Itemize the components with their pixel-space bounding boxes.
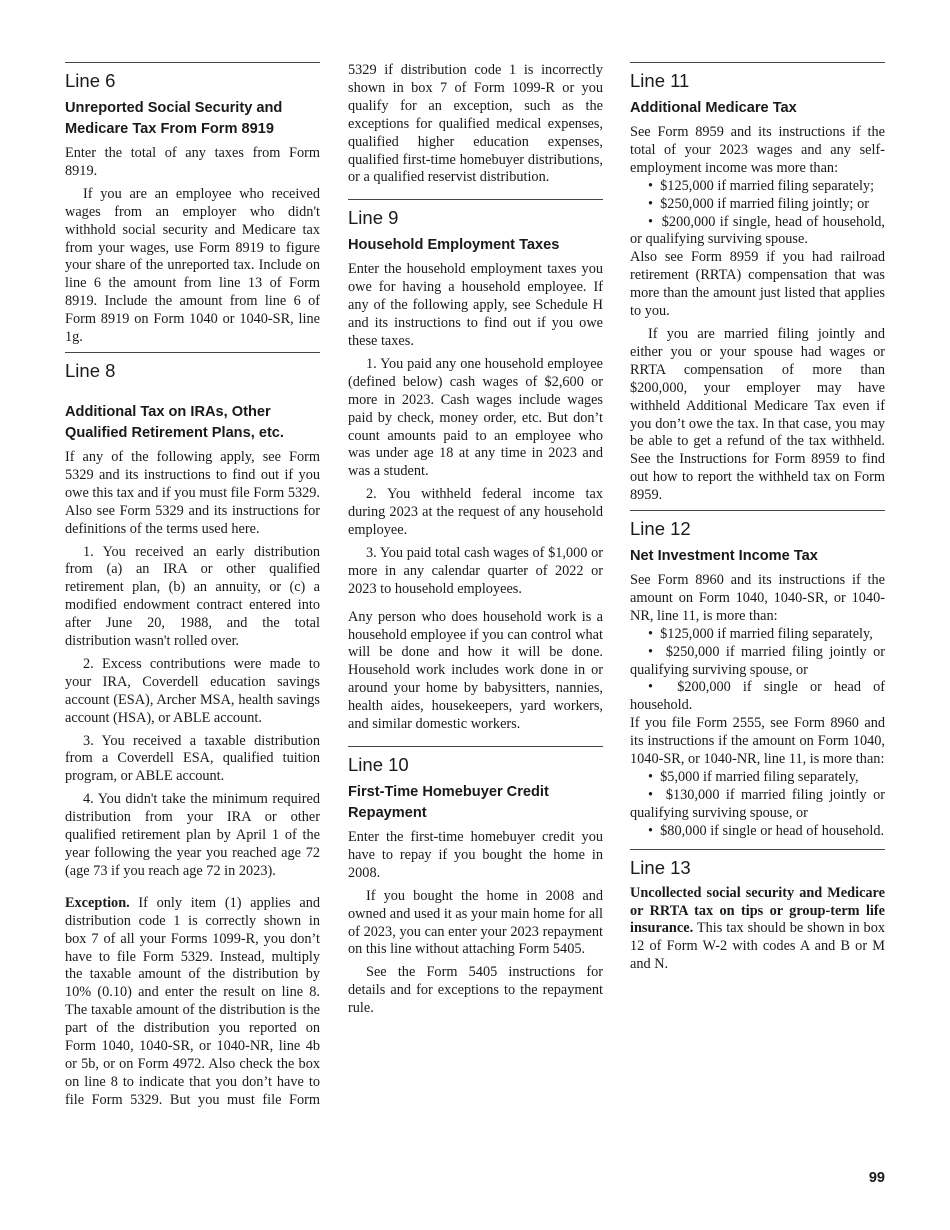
- section-divider: [630, 849, 885, 850]
- line-11-bullet: • $250,000 if married filing jointly; or: [630, 196, 885, 214]
- line-8-list-item: 2. Excess contributions were made to your IRA, Coverdell education savings account (ESA), Archer MSA, health savings account (HSA), or ABLE account.: [65, 655, 320, 726]
- line-13-text: This tax should be shown in box 12 of Form W-2 with codes A and B or M and N.: [630, 920, 885, 973]
- line-9-list-item: 2. You withheld federal income tax during 2023 at the request of any household employee.: [348, 486, 603, 539]
- column-3: [630, 62, 885, 979]
- line-12-heading: Line 12: [630, 518, 691, 540]
- line-11-subheading: Additional Medicare Tax: [630, 100, 797, 116]
- line-11-paragraph: Also see Form 8959 if you had railroad retirement (RRTA) compensation that was more than the amount just listed that applies to you.: [630, 249, 885, 320]
- line-10-heading: Line 10: [348, 754, 409, 775]
- line-8-list-item: 4. You didn't take the minimum required distribution from your IRA or other qualified retirement plan by April 1 of the year following the year you reached age 72 (age 73 if you reach age 72 in 2023).: [65, 791, 320, 879]
- line-12-bullet: • $5,000 if married filing separately,: [630, 769, 885, 787]
- line-11-paragraph: See Form 8959 and its instructions if the total of your 2023 wages and any self-employment income was more than:: [630, 124, 885, 176]
- line-6-paragraph: Enter the total of any taxes from Form 8919.: [65, 145, 320, 179]
- line-12-bullet: • $250,000 if married filing jointly or qualifying surviving spouse, or: [630, 644, 885, 680]
- section-divider: [630, 62, 885, 63]
- line-12-bullet: • $130,000 if married filing jointly or qualifying surviving spouse, or: [630, 787, 885, 823]
- line-9-paragraph: Any person who does household work is a household employee if you can control what will be done and how it will be done. Household work includes work done in or around your home by babysitters, nannies, health aides, housekeepers, yard workers, and similar domestic workers.: [348, 608, 603, 733]
- line-6-subheading: Unreported Social Security and Medicare Tax From Form 8919: [65, 100, 283, 137]
- line-10-paragraph: Enter the first-time homebuyer credit you have to repay if you bought the home in 2008.: [348, 829, 603, 881]
- line-11-bullet: • $200,000 if single, head of household, or qualifying surviving spouse.: [630, 214, 885, 250]
- line-8-heading: Line 8: [65, 359, 116, 381]
- line-12-paragraph: If you file Form 2555, see Form 8960 and its instructions if the amount on Form 1040, 1040-SR, or 1040-NR, line 11, is more than:: [630, 715, 885, 768]
- line-10-paragraph: See the Form 5405 instructions for details and for exceptions to the repayment rule.: [348, 964, 603, 1017]
- section-divider: [65, 62, 320, 63]
- line-13-bold-lead: Uncollected social security and Medicare or RRTA tax on tips or group-term life insurance.: [630, 884, 885, 937]
- line-8-subheading: Additional Tax on IRAs, Other Qualified Retirement Plans, etc.: [65, 403, 284, 441]
- line-11-paragraph: If you are married filing jointly and either you or your spouse had wages or RRTA compensation of more than $200,000, your employer may have withheld Additional Medicare Tax even if you don’t owe the tax. In that case, you may be able to get a refund of the tax withheld. See the Instructions for Form 8959 to find out how to report the withheld tax on Form 8959.: [630, 325, 885, 504]
- line-11-bullet: • $125,000 if married filing separately;: [630, 178, 885, 196]
- line-12-bullet: • $200,000 if single or head of household.: [630, 679, 885, 715]
- line-9-subheading: Household Employment Taxes: [348, 237, 560, 254]
- line-12-subheading: Net Investment Income Tax: [630, 548, 818, 565]
- line-9-list-item: 3. You paid total cash wages of $1,000 or more in any calendar quarter of 2022 or 2023 to household employees.: [348, 544, 603, 597]
- line-9-paragraph: Enter the household employment taxes you owe for having a household employee. If any of the following apply, see Schedule H and its instructions to find out if you owe these taxes.: [348, 261, 603, 349]
- section-divider: [348, 199, 603, 200]
- section-divider: [348, 746, 603, 747]
- line-12-paragraph: See Form 8960 and its instructions if the amount on Form 1040, 1040-SR, or 1040-NR, line 11, is more than:: [630, 572, 885, 624]
- line-12-bullet: • $125,000 if married filing separately,: [630, 626, 885, 644]
- exception-text: If only item (1) applies and distribution code 1 is correctly shown in box 7 of all your Forms 1099-R, you don’t have to file Form 5329. Instead, multiply the taxable amount of the distribution by 10% (0.10) and enter the result on line 8. The taxable amount of the distribution is the part of the distribution you reported on Form 1040, 1040-SR, or 1040-NR, line 4b or 5b, or on Form 4972. Also check the box on line 8 to indicate that you don’t have to file Form 5329. But you must file Form 5329 if distribution code 1 is incorrectly shown in box 7 of Form 1099-R or you qualify for an exception, such as the exceptions for qualified medical expenses, qualified higher education expenses, qualified first-time homebuyer distributions, or a qualified reservist distribution.: [65, 62, 603, 1108]
- section-divider: [630, 510, 885, 511]
- line-9-heading: Line 9: [348, 207, 399, 229]
- line-6-heading: Line 6: [65, 70, 116, 91]
- page-number: 99: [868, 1170, 885, 1186]
- line-8-paragraph: If any of the following apply, see Form 5329 and its instructions to find out if you owe this tax and if you must file Form 5329. Also see Form 5329 and its instructions for definitions of the terms used here.: [65, 448, 320, 537]
- two-column-flow: [65, 62, 603, 1122]
- line-10-subheading: First-Time Homebuyer Credit Repayment: [348, 784, 549, 821]
- line-8-list-item: 3. You received a taxable distribution from a Coverdell ESA, qualified tuition program, or ABLE account.: [65, 732, 320, 785]
- exception-label: Exception.: [65, 894, 130, 911]
- section-divider: [65, 352, 320, 353]
- line-13-heading: Line 13: [630, 856, 691, 878]
- line-11-heading: Line 11: [630, 70, 690, 91]
- line-9-list-item: 1. You paid any one household employee (defined below) cash wages of $2,600 or more in 2023. Cash wages include wages paid by check, money order, etc. But don’t count amounts paid to an employee who was under age 18 at any time in 2023 and was a student.: [348, 355, 603, 480]
- line-13-paragraph: [630, 885, 885, 975]
- line-6-paragraph: If you are an employee who received wages from an employer who didn't withhold social security and Medicare tax from your wages, use Form 8919 to figure your share of the unreported tax. Include on line 6 the amount from line 13 of Form 8919. Include the amount from line 6 of Form 8919 on Form 1040 or 1040-SR, line 1g.: [65, 185, 320, 346]
- line-10-paragraph: If you bought the home in 2008 and owned and used it as your main home for all of 2023, you can enter your 2023 repayment on this line without attaching Form 5405.: [348, 887, 603, 958]
- line-12-bullet: • $80,000 if single or head of household.: [630, 823, 885, 841]
- line-8-list-item: 1. You received an early distribution from (a) an IRA or other qualified retirement plan, (b) an annuity, or (c) a modified endowment contract entered into after June 20, 1988, and the total distribution wasn't rolled over.: [65, 543, 320, 650]
